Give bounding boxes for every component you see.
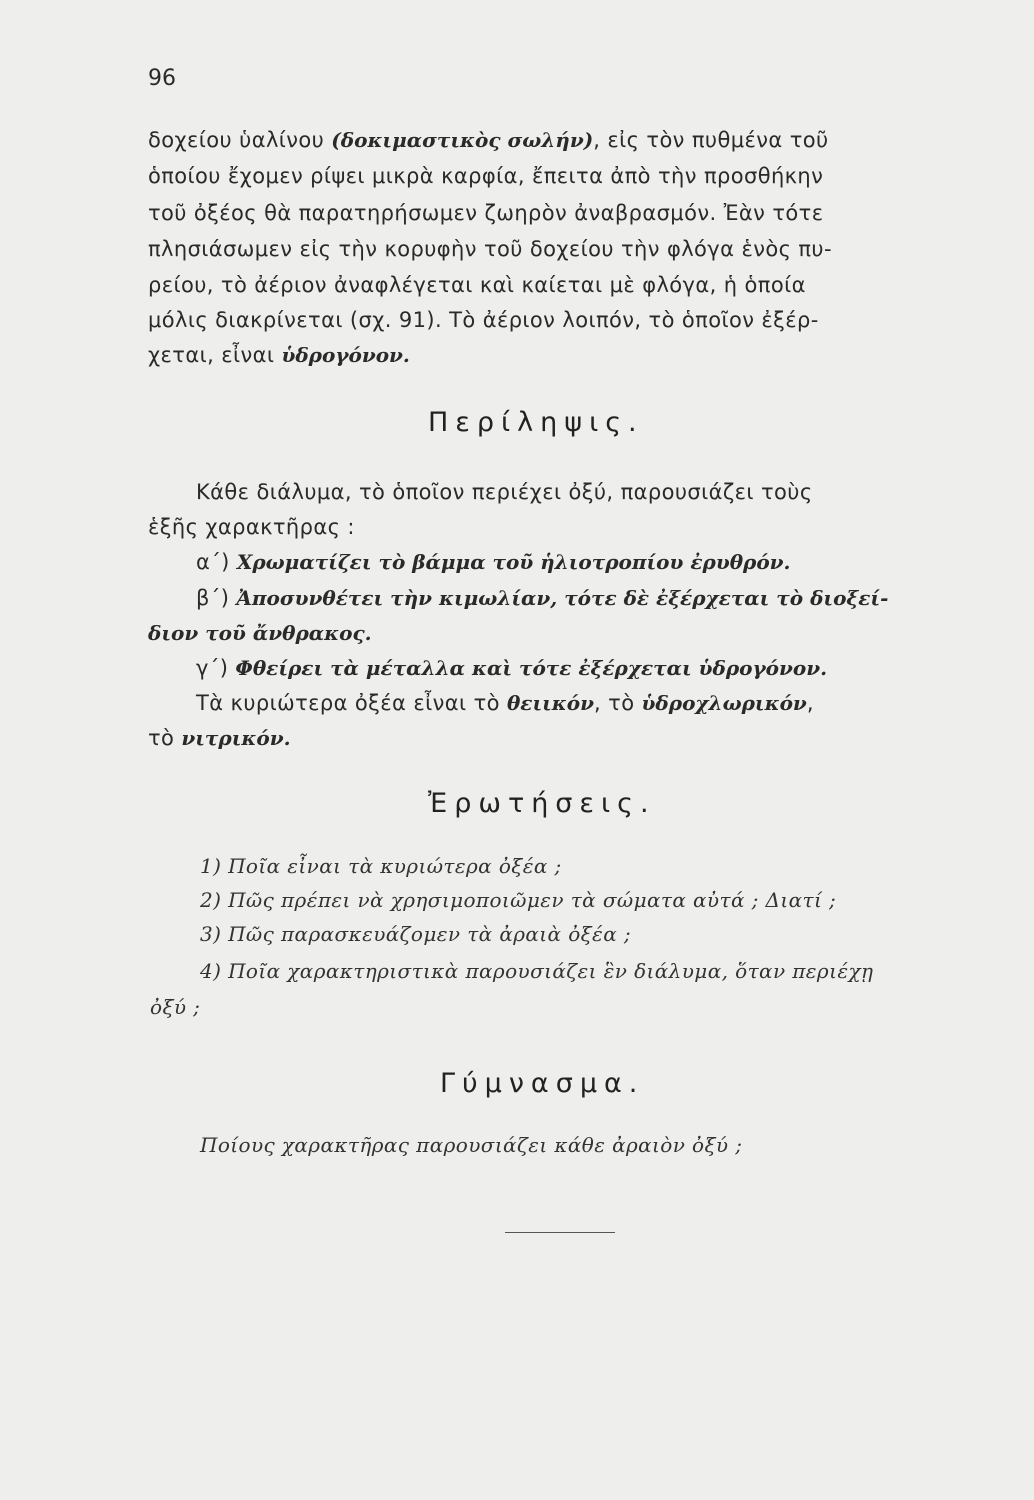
page-number: 96 [148,66,176,91]
intro-line-6: μόλις διακρίνεται (σχ. 91). Τὸ ἀέριον λοιπόν, τὸ ὁποῖον ἐξέρ- [148,308,819,332]
summary-heading: Περίληψις. [428,407,644,438]
questions-heading: Ἐρωτήσεις. [428,788,656,819]
property-b: β΄) Ἀποσυνθέτει τὴν κιμωλίαν, τότε δὲ ἐξέρχεται τὸ διοξεί- [196,586,889,610]
question-4: 4) Ποῖα χαρακτηριστικὰ παρουσιάζει ἓν διάλυμα, ὅταν περιέχῃ [200,959,874,983]
intro-line-4: πλησιάσωμεν εἰς τὴν κορυφὴν τοῦ δοχείου τὴν φλόγα ἑνὸς πυ- [148,237,832,261]
term-test-tube: (δοκιμαστικὸς σωλήν) [331,128,594,152]
intro-line-3: τοῦ ὀξέος θὰ παρατηρήσωμεν ζωηρὸν ἀναβρασμόν. Ἐὰν τότε [148,201,824,225]
term-hydrochloric: ὑδροχλωρικόν [641,691,807,715]
question-1: 1) Ποῖα εἶναι τὰ κυριώτερα ὀξέα ; [200,854,562,878]
term-nitric: νιτρικόν. [181,726,291,750]
property-c: γ΄) Φθείρει τὰ μέταλλα καὶ τότε ἐξέρχεται ὑδρογόνον. [196,656,828,680]
closing-rule [505,1232,615,1233]
intro-line-7: χεται, εἶναι ὑδρογόνον. [148,343,410,367]
question-3: 3) Πῶς παρασκευάζομεν τὰ ἀραιὰ ὀξέα ; [200,922,631,946]
main-acids-line-2: τὸ νιτρικόν. [148,726,291,750]
term-hydrogen: ὑδρογόνον. [281,343,410,367]
intro-line-5: ρείου, τὸ ἀέριον ἀναφλέγεται καὶ καίεται μὲ φλόγα, ἡ ὁποία [148,273,806,297]
intro-line-1: δοχείου ὑαλίνου (δοκιμαστικὸς σωλήν), εἰς τὸν πυθμένα τοῦ [148,128,829,152]
intro-line-2: ὁποίου ἔχομεν ρίψει μικρὰ καρφία, ἔπειτα ἀπὸ τὴν προσθήκην [148,164,824,188]
summary-line-2: ἑξῆς χαρακτῆρας : [148,515,355,539]
term-sulfuric: θειικόν [506,691,595,715]
question-2: 2) Πῶς πρέπει νὰ χρησιμοποιῶμεν τὰ σώματα αὐτά ; Διατί ; [200,888,837,912]
exercise-text: Ποίους χαρακτῆρας παρουσιάζει κάθε ἀραιὸν ὀξύ ; [200,1133,743,1157]
summary-line-1: Κάθε διάλυμα, τὸ ὁποῖον περιέχει ὀξύ, παρουσιάζει τοὺς [196,480,813,504]
question-4-cont: ὀξύ ; [150,995,201,1019]
property-b-cont: διον τοῦ ἄνθρακος. [148,621,372,645]
exercise-heading: Γύμνασμα. [440,1068,645,1099]
property-a: α΄) Χρωματίζει τὸ βάμμα τοῦ ἡλιοτροπίου ἐρυθρόν. [196,550,791,574]
main-acids-line: Τὰ κυριώτερα ὀξέα εἶναι τὸ θειικόν, τὸ ὑδροχλωρικόν, [196,691,814,715]
